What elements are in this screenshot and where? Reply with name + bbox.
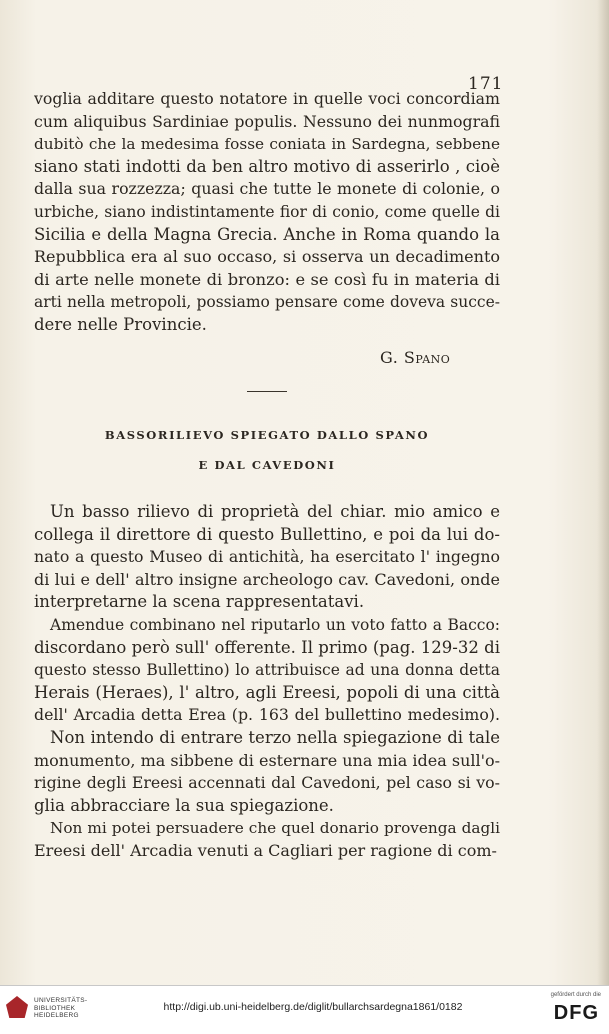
text-line: collega il direttore di questo Bullettino, e poi da lui do- xyxy=(34,524,500,544)
text-line: Herais (Heraes), l' altro, agli Ereesi, popoli di una città xyxy=(34,682,500,702)
section-divider xyxy=(247,391,287,392)
signature-surname: Spano xyxy=(403,348,451,367)
text-line: Sicilia e della Magna Grecia. Anche in Roma quando la xyxy=(34,224,500,244)
text-line: questo stesso Bullettino) lo attribuisce ad una donna detta xyxy=(34,661,500,680)
text-line: di arte nelle monete di bronzo: e se così fu in materia di xyxy=(34,269,500,289)
text-line: di lui e dell' altro insigne archeologo cav. Cavedoni, onde xyxy=(34,569,500,589)
text-line: dell' Arcadia detta Erea (p. 163 del bullettino medesimo). xyxy=(34,705,500,725)
text-line: Ereesi dell' Arcadia venuti a Cagliari per ragione di com- xyxy=(34,840,497,860)
page-number: 171 xyxy=(468,74,504,94)
section-subheading: E DAL CAVEDONI xyxy=(198,458,336,472)
text-line: siano stati indotti da ben altro motivo di asserirlo , cioè xyxy=(34,156,500,176)
text-line: Un basso rilievo di proprietà del chiar. mio amico e xyxy=(50,502,500,521)
text-line: arti nella metropoli, possiamo pensare come doveva succe- xyxy=(34,293,500,312)
author-signature xyxy=(380,348,450,367)
text-line: urbiche, siano indistintamente fior di conio, come quelle di xyxy=(34,202,500,221)
text-line: dalla sua rozzezza; quasi che tutte le monete di colonie, o xyxy=(34,179,500,199)
text-line: Non intendo di entrare terzo nella spiegazione di tale xyxy=(50,727,500,747)
source-url-link[interactable]: http://digi.ub.uni-heidelberg.de/diglit/bullarchsardegna1861/0182 xyxy=(163,1001,463,1013)
digitization-footer xyxy=(0,985,609,1034)
text-line: monumento, ma sibbene di esternare una mia idea sull'o- xyxy=(34,750,500,770)
text-line: cum aliquibus Sardiniae populis. Nessuno dei nunmografi xyxy=(34,111,500,131)
text-line: nato a questo Museo di antichità, ha esercitato l' ingegno xyxy=(34,547,500,567)
page-edge-shadow xyxy=(597,0,609,985)
dfg-logo: DFG xyxy=(553,1002,599,1024)
text-line: discordano però sull' offerente. Il primo (pag. 129-32 di xyxy=(34,637,500,657)
top-paragraph xyxy=(34,88,500,337)
signature-initial: G. xyxy=(380,348,399,367)
text-line: rigine degli Ereesi accennati dal Cavedoni, pel caso si vo- xyxy=(34,773,500,793)
text-line: dubitò che la medesima fosse coniata in Sardegna, sebbene xyxy=(34,135,500,154)
text-line: interpretarne la scena rappresentatavi. xyxy=(34,592,365,612)
text-line: Non mi potei persuadere che quel donario provenga dagli xyxy=(50,819,500,838)
text-line: voglia additare questo notatore in quelle voci concordiam xyxy=(34,89,500,108)
text-line: dere nelle Provincie. xyxy=(34,314,207,334)
text-line: glia abbracciare la sua spiegazione. xyxy=(34,795,334,815)
text-line: Repubblica era al suo occaso, si osserva un decadimento xyxy=(34,247,500,267)
text-line: Amendue combinano nel riputarlo un voto fatto a Bacco: xyxy=(50,615,500,634)
section-heading: BASSORILIEVO SPIEGATO DALLO SPANO xyxy=(104,428,430,442)
university-logo-icon xyxy=(6,996,28,1018)
body-text xyxy=(34,501,500,863)
funded-by-label: gefördert durch die xyxy=(550,992,601,998)
institution-name: UNIVERSITÄTS- BIBLIOTHEK HEIDELBERG xyxy=(34,997,88,1019)
